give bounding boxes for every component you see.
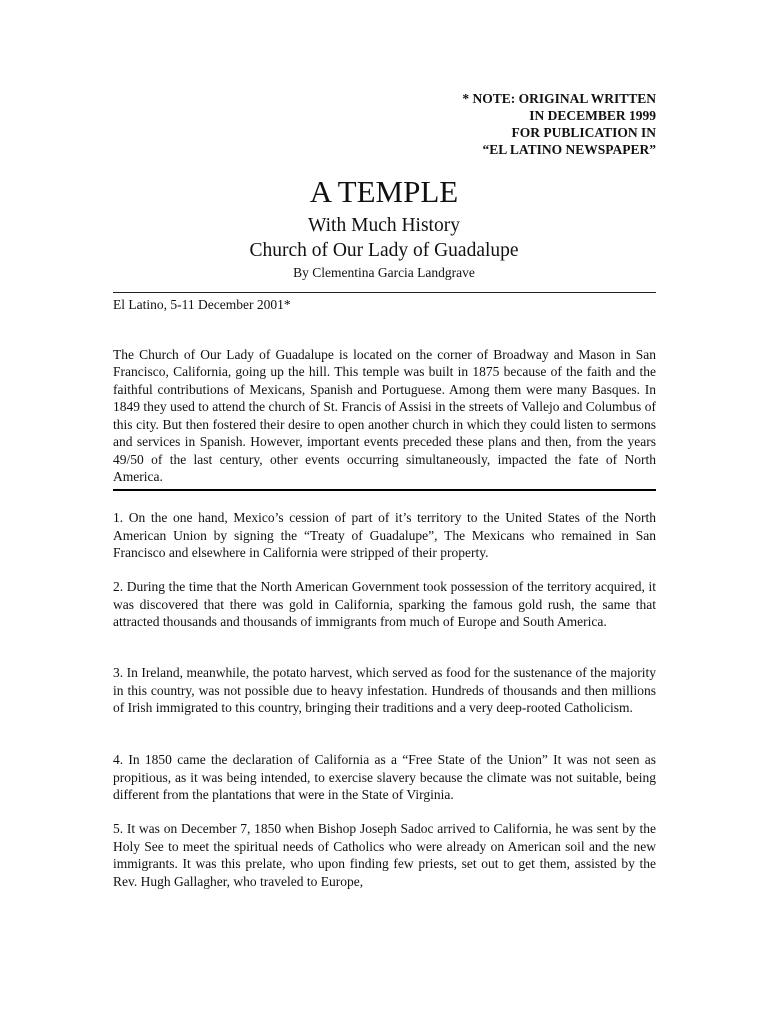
note-line: “EL LATINO NEWSPAPER” (482, 142, 656, 157)
note-line: * NOTE: ORIGINAL WRITTEN (462, 91, 656, 106)
section-divider (113, 489, 656, 491)
article-subtitle: With Much History (308, 215, 460, 236)
article-subtitle-church: Church of Our Lady of Guadalupe (249, 240, 519, 261)
article-title: A TEMPLE (309, 174, 459, 209)
intro-paragraph: The Church of Our Lady of Guadalupe is located on the corner of Broadway and Mason in San Francisco, California, going up the hill. This temple was built in 1875 because of the faith and the faithful contributions of Mexicans, Spanish and Portuguese. Among them were many Basques. In 1849 they used to attend the church of St. Francis of Assisi in the streets of Vallejo and Columbus of this city. But then fostered their desire to open another church in which they could listen to sermons and services in Spanish. However, important events preceded these plans and then, from the years 49/50 of the last century, other events occurring simultaneously, impacted the fate of North America. (113, 346, 656, 484)
header-divider (113, 292, 656, 293)
publication-note (356, 90, 656, 158)
numbered-paragraph: 3. In Ireland, meanwhile, the potato harvest, which served as food for the sustenance of the majority in this country, was not possible due to heavy infestation. Hundreds of thousands and then millions of Irish immigrated to this country, bringing their traditions and a very deep-rooted Catholicism. (113, 665, 656, 716)
note-line: IN DECEMBER 1999 (529, 108, 656, 123)
dateline: El Latino, 5-11 December 2001* (113, 297, 291, 312)
note-line: FOR PUBLICATION IN (511, 125, 656, 140)
numbered-paragraph: 5. It was on December 7, 1850 when Bishop Joseph Sadoc arrived to California, he was sent by the Holy See to meet the spiritual needs of Catholics who were already on American soil and the new immigrants. It was this prelate, who upon finding few priests, set out to get them, assisted by the Rev. Hugh Gallagher, who traveled to Europe, (113, 821, 656, 889)
numbered-paragraph: 2. During the time that the North American Government took possession of the territory acquired, it was discovered that there was gold in California, sparking the famous gold rush, the same that attracted thousands and thousands of immigrants from much of Europe and South America. (113, 579, 656, 630)
numbered-paragraph: 1. On the one hand, Mexico’s cession of part of it’s territory to the United States of the North American Union by signing the “Treaty of Guadalupe”, The Mexicans who remained in San Francisco and elsewhere in California were stripped of their property. (113, 510, 656, 561)
author-byline: By Clementina Garcia Landgrave (293, 265, 475, 280)
numbered-paragraph: 4. In 1850 came the declaration of California as a “Free State of the Union” It was not seen as propitious, as it was being intended, to exercise slavery because the climate was not suitable, being different from the plantations that were in the State of Virginia. (113, 752, 656, 803)
